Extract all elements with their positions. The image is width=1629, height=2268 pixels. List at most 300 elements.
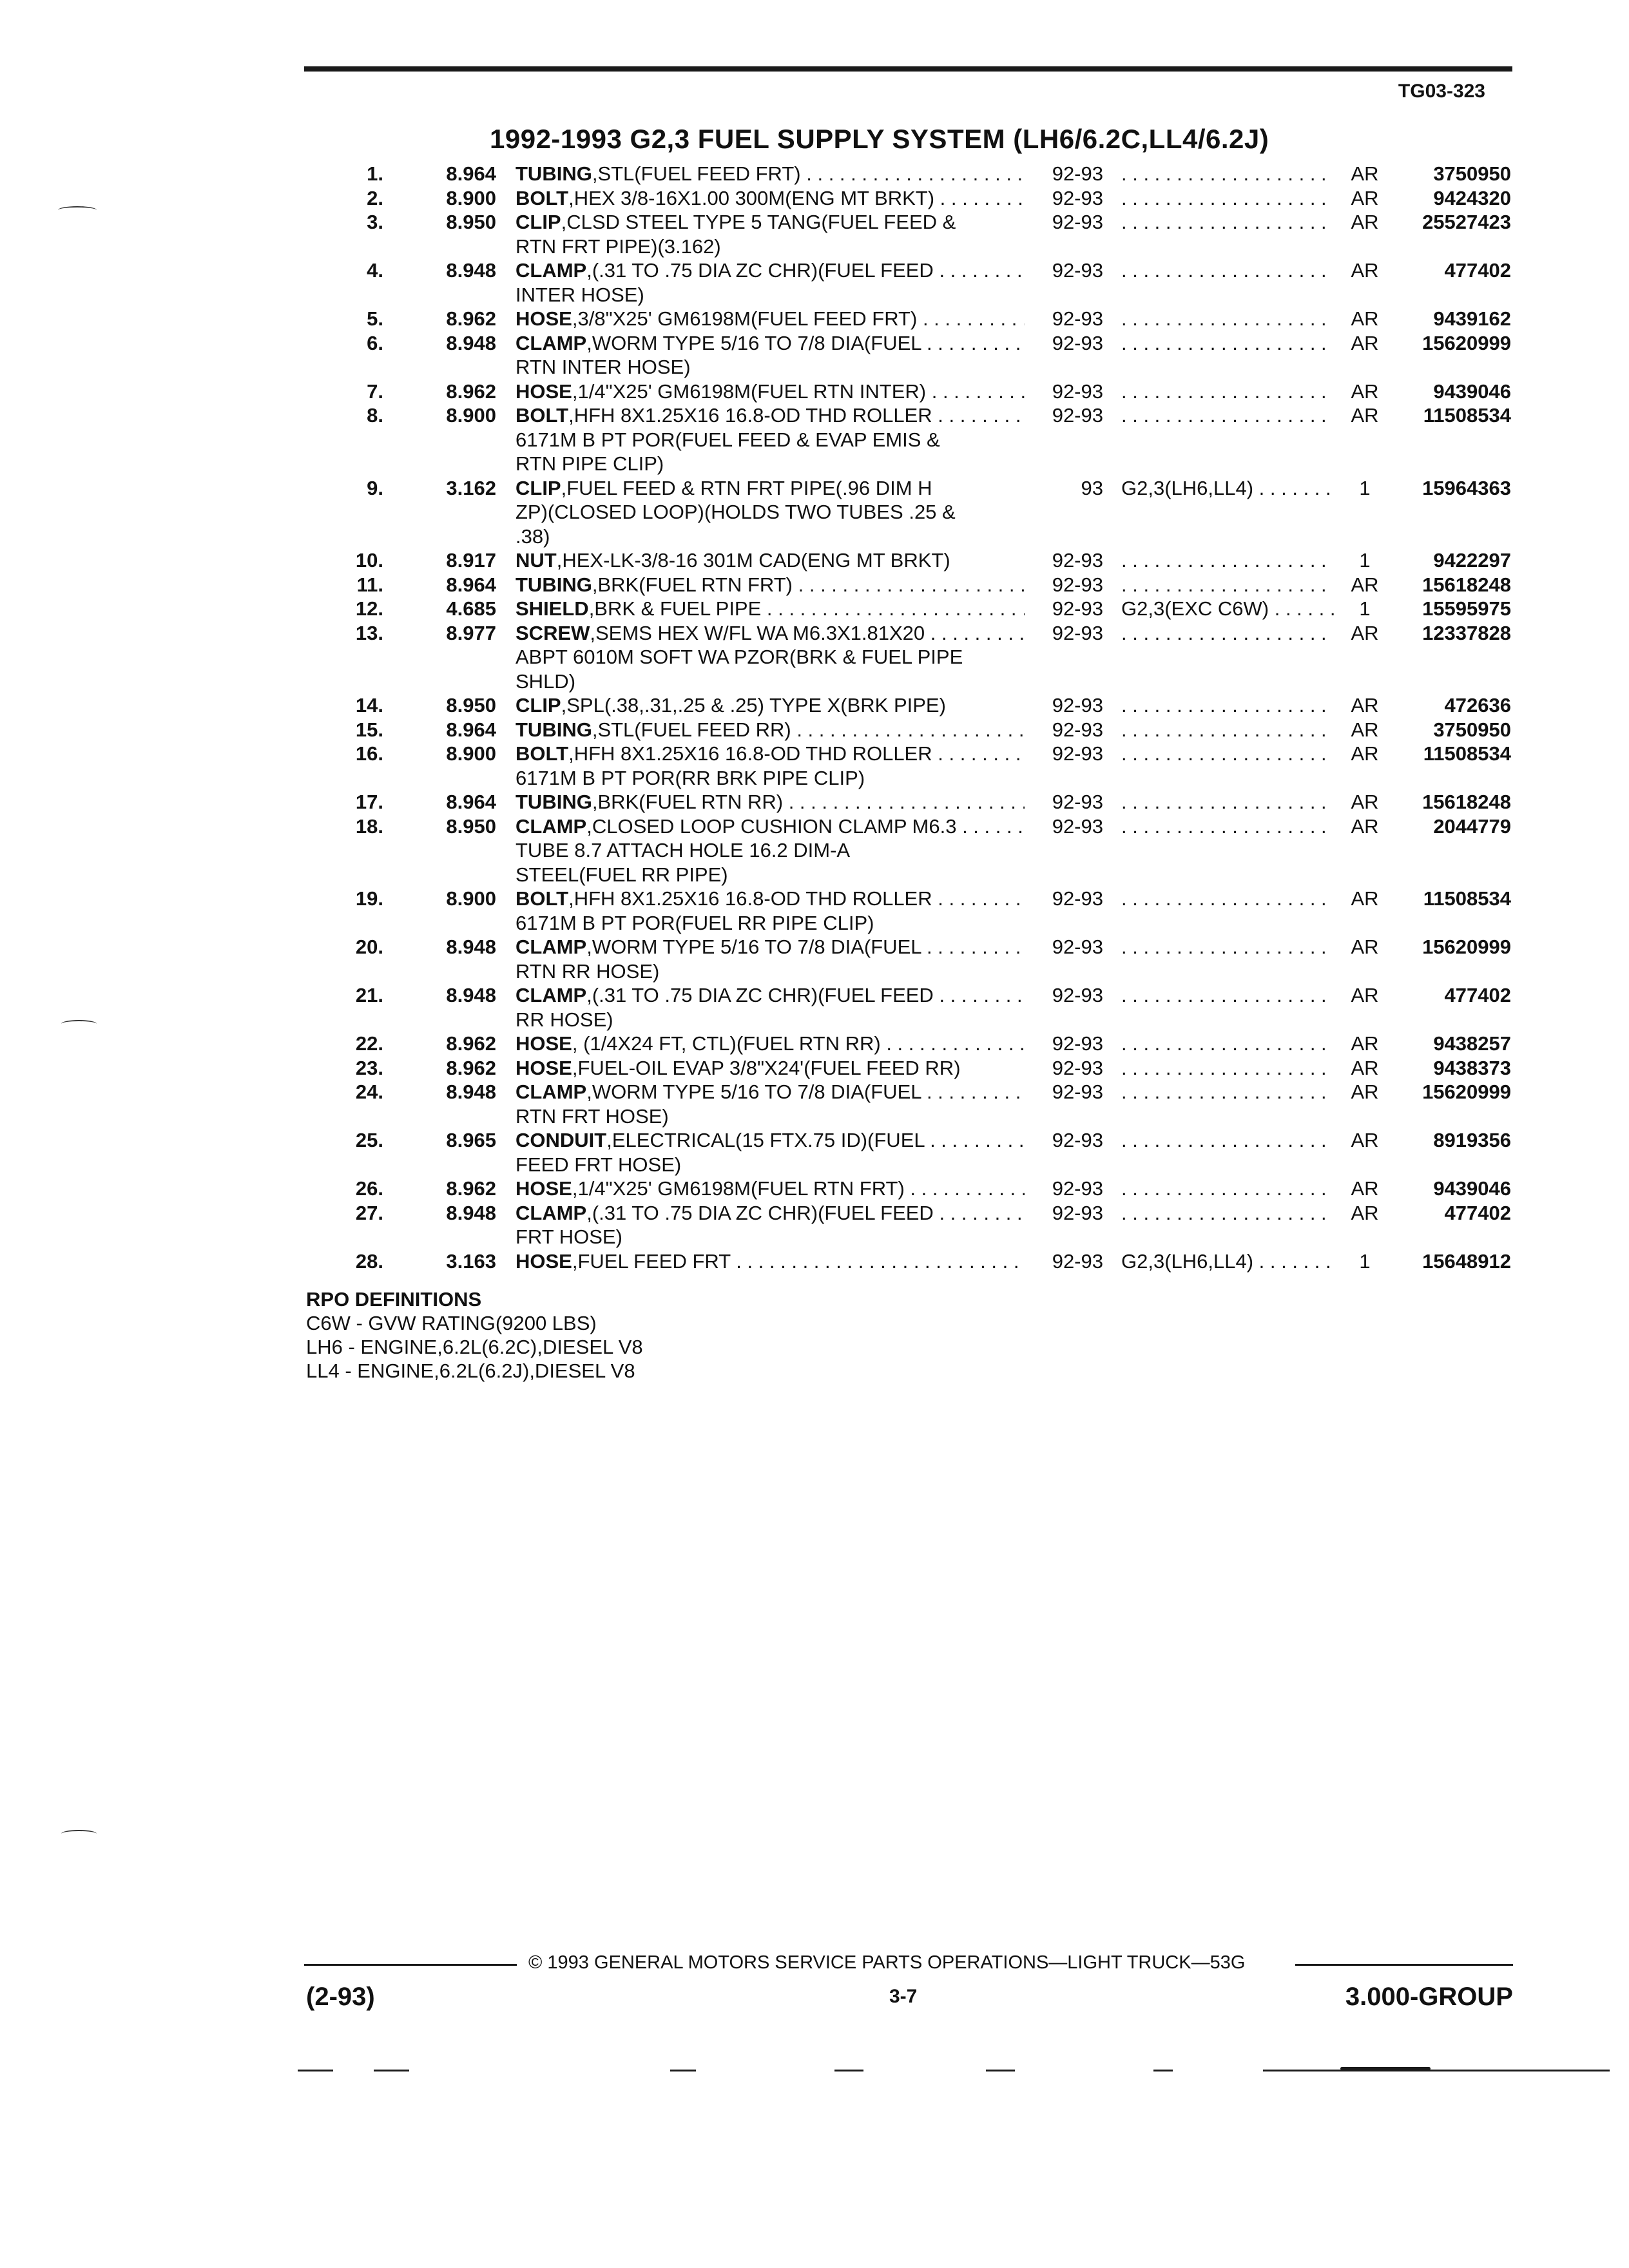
rpo-definitions [306,1287,643,1383]
model-years: 92-93 [1052,718,1103,741]
group-code: 8.917 [446,549,496,572]
part-description [516,331,1025,380]
part-detail: ,CLSD STEEL TYPE 5 TANG(FUEL FEED & [561,211,956,233]
part-number: 3750950 [1433,718,1511,741]
part-name: NUT [516,549,557,572]
part-name: CLIP [516,694,561,716]
page-title: 1992-1993 G2,3 FUEL SUPPLY SYSTEM (LH6/6.2C,LL4/6.2J) [490,124,1269,154]
application [1121,307,1334,331]
part-detail: ,BRK & FUEL PIPE [588,597,762,620]
scan-dash [1263,2070,1610,2071]
scan-dash [1153,2070,1173,2071]
part-number: 477402 [1444,259,1511,282]
application [1121,935,1334,959]
rpo-heading: RPO DEFINITIONS [306,1288,482,1311]
group-code: 8.964 [446,573,496,596]
application [1121,790,1334,814]
part-name: TUBING [516,718,592,741]
application [1121,258,1334,283]
model-years: 92-93 [1052,1032,1103,1055]
quantity: AR [1351,742,1379,765]
part-name: HOSE [516,380,572,403]
item-number: 6. [367,331,383,354]
part-name: TUBING [516,162,592,185]
group-code: 8.962 [446,1056,496,1079]
item-number: 3. [367,211,383,233]
part-number: 3750950 [1433,162,1511,185]
footer-rule-left [304,1964,517,1966]
part-detail: ,3/8"X25' GM6198M(FUEL FEED FRT) [572,307,918,330]
item-number: 16. [355,742,383,765]
model-years: 92-93 [1052,887,1103,910]
part-detail-continued: RTN FRT PIPE)(3.162) [516,235,721,258]
item-number: 22. [355,1032,383,1055]
group-code: 8.948 [446,984,496,1006]
part-row [0,210,1629,258]
rpo-line: LL4 - ENGINE,6.2L(6.2J),DIESEL V8 [306,1360,635,1382]
model-years: 92-93 [1052,380,1103,403]
part-row [0,1128,1629,1177]
part-detail-continued: 6171M B PT POR(FUEL FEED & EVAP EMIS & RTN PIPE CLIP) [516,428,940,475]
part-description [516,403,1025,476]
model-years: 92-93 [1052,573,1103,596]
part-number: 25527423 [1422,211,1511,233]
part-name: HOSE [516,307,572,330]
part-name: CLAMP [516,331,587,354]
part-row [0,935,1629,983]
part-row [0,258,1629,307]
quantity: AR [1351,984,1379,1006]
group-code: 8.977 [446,621,496,644]
part-name: TUBING [516,573,592,596]
part-detail: ,HFH 8X1.25X16 16.8-OD THD ROLLER [568,742,932,765]
part-detail: ,CLOSED LOOP CUSHION CLAMP M6.3 [586,814,957,838]
part-detail: ,(.31 TO .75 DIA ZC CHR)(FUEL FEED [586,1201,934,1224]
part-description [516,814,1025,887]
part-description [516,476,1025,549]
part-number: 15620999 [1422,936,1511,958]
item-number: 21. [355,984,383,1006]
application [1121,573,1334,597]
rpo-line: LH6 - ENGINE,6.2L(6.2C),DIESEL V8 [306,1336,643,1358]
part-row [0,1032,1629,1056]
part-detail: ,(.31 TO .75 DIA ZC CHR)(FUEL FEED [586,259,934,282]
part-row [0,887,1629,935]
part-detail: ,WORM TYPE 5/16 TO 7/8 DIA(FUEL [586,936,921,958]
quantity: AR [1351,1177,1379,1200]
part-row [0,621,1629,694]
part-detail-continued: ABPT 6010M SOFT WA PZOR(BRK & FUEL PIPE SHLD) [516,646,963,693]
part-detail-continued: RTN RR HOSE) [516,959,660,983]
model-years: 92-93 [1052,259,1103,282]
part-detail: ,HFH 8X1.25X16 16.8-OD THD ROLLER [568,404,932,427]
part-description [516,621,1025,694]
scan-dash [670,2070,696,2071]
item-number: 2. [367,186,383,209]
item-number: 5. [367,307,383,330]
part-row [0,1080,1629,1128]
part-number: 11508534 [1423,887,1511,910]
model-years: 92-93 [1052,984,1103,1006]
group-code: 8.948 [446,936,496,958]
part-name: CLAMP [516,1201,587,1224]
scan-dash [834,2070,863,2071]
quantity: AR [1351,1129,1379,1151]
application [1121,1177,1334,1201]
quantity: AR [1351,307,1379,330]
application [1121,718,1334,742]
application [1121,331,1334,356]
model-years: 92-93 [1052,742,1103,765]
part-description [516,186,1025,211]
part-description [516,210,1025,258]
part-name: HOSE [516,1056,572,1079]
application [1121,742,1334,766]
part-row [0,307,1629,331]
part-detail-continued: RTN FRT HOSE) [516,1104,669,1128]
part-row [0,790,1629,814]
part-name: CLAMP [516,936,587,958]
part-description [516,258,1025,307]
part-detail: ,1/4"X25' GM6198M(FUEL RTN FRT) [572,1177,905,1200]
part-detail: ,HEX-LK-3/8-16 301M CAD(ENG MT BRKT) [556,549,950,572]
part-description [516,1249,1025,1274]
model-years: 92-93 [1052,404,1103,427]
group-code: 8.962 [446,1032,496,1055]
part-number: 8919356 [1433,1129,1511,1151]
part-row [0,403,1629,476]
part-detail-continued: 6171M B PT POR(FUEL RR PIPE CLIP) [516,911,874,934]
part-name: SCREW [516,621,590,644]
part-description [516,1080,1025,1128]
part-description [516,718,1025,742]
part-number: 15620999 [1422,1081,1511,1103]
group-code: 8.948 [446,1201,496,1224]
group-code: 8.900 [446,887,496,910]
group-code: 8.964 [446,791,496,813]
application [1121,162,1334,186]
quantity: AR [1351,791,1379,813]
quantity: AR [1351,887,1379,910]
group-code: 3.162 [446,476,496,499]
group-code: 8.948 [446,331,496,354]
item-number: 15. [355,718,383,741]
part-row [0,1201,1629,1249]
part-detail: ,SPL(.38,.31,.25 & .25) TYPE X(BRK PIPE) [561,694,946,716]
part-detail: ,1/4"X25' GM6198M(FUEL RTN INTER) [572,380,927,403]
part-name: SHIELD [516,597,589,620]
model-years: 92-93 [1052,1056,1103,1079]
model-years: 92-93 [1052,186,1103,209]
group-code: 8.900 [446,742,496,765]
part-detail: ,FUEL FEED & RTN FRT PIPE(.96 DIM H [561,476,932,499]
quantity: 1 [1359,476,1371,499]
part-description [516,573,1025,597]
model-years: 92-93 [1052,162,1103,185]
part-row [0,1177,1629,1201]
model-years: 92-93 [1052,936,1103,958]
item-number: 8. [367,404,383,427]
item-number: 10. [355,549,383,572]
quantity: AR [1351,1032,1379,1055]
application [1121,1080,1334,1104]
part-number: 9438257 [1433,1032,1511,1055]
part-row [0,742,1629,790]
part-description [516,1032,1025,1056]
item-number: 23. [355,1056,383,1079]
quantity: AR [1351,573,1379,596]
part-description [516,1128,1025,1177]
part-description [516,983,1025,1032]
quantity: 1 [1359,1249,1371,1273]
parts-list [0,162,1629,1273]
part-number: 15964363 [1422,476,1511,499]
group-code: 8.950 [446,694,496,716]
part-detail-continued: FEED FRT HOSE) [516,1153,682,1176]
part-number: 11508534 [1423,404,1511,427]
part-description [516,790,1025,814]
part-row [0,597,1629,621]
quantity: AR [1351,259,1379,282]
application [1121,1056,1334,1081]
part-number: 9438373 [1433,1056,1511,1079]
item-number: 26. [355,1177,383,1200]
scan-dash [374,2070,409,2071]
item-number: 19. [355,887,383,910]
part-name: CONDUIT [516,1129,607,1151]
part-number: 15595975 [1422,597,1511,620]
part-detail-continued: RR HOSE) [516,1008,613,1031]
model-years: 92-93 [1052,814,1103,838]
footer-group: 3.000-GROUP [1345,1983,1513,2011]
part-row [0,331,1629,380]
group-code: 8.964 [446,162,496,185]
item-number: 25. [355,1129,383,1151]
part-name: CLAMP [516,259,587,282]
group-code: 8.962 [446,307,496,330]
quantity: AR [1351,404,1379,427]
application: G2,3(EXC C6W) . . . [1121,597,1334,621]
scan-dash [1340,2067,1431,2070]
item-number: 28. [355,1249,383,1273]
application [1121,403,1334,428]
part-description [516,162,1025,186]
part-row [0,476,1629,549]
item-number: 4. [367,259,383,282]
group-code: 8.964 [446,718,496,741]
application [1121,887,1334,911]
part-description [516,380,1025,404]
part-number: 477402 [1444,984,1511,1006]
part-detail: ,(.31 TO .75 DIA ZC CHR)(FUEL FEED [586,984,934,1006]
quantity: AR [1351,1201,1379,1224]
quantity: AR [1351,621,1379,644]
part-detail: ,STL(FUEL FEED RR) [592,718,791,741]
part-detail-continued: TUBE 8.7 ATTACH HOLE 16.2 DIM-A STEEL(FUEL RR PIPE) [516,839,851,886]
quantity: AR [1351,162,1379,185]
group-code: 8.900 [446,404,496,427]
group-code: 8.962 [446,380,496,403]
scan-dash [298,2070,333,2071]
part-number: 15618248 [1422,573,1511,596]
part-row [0,1056,1629,1081]
part-detail: ,HEX 3/8-16X1.00 300M(ENG MT BRKT) [568,186,935,209]
rpo-line: C6W - GVW RATING(9200 LBS) [306,1312,597,1334]
group-code: 4.685 [446,597,496,620]
part-row [0,718,1629,742]
part-name: HOSE [516,1032,572,1055]
part-row [0,186,1629,211]
footer-page-number: 3-7 [889,1986,918,2007]
application [1121,621,1334,646]
part-name: HOSE [516,1249,572,1273]
part-detail-continued: INTER HOSE) [516,283,644,306]
part-row [0,573,1629,597]
item-number: 24. [355,1081,383,1103]
part-detail: ,BRK(FUEL RTN FRT) [592,573,793,596]
item-number: 17. [355,791,383,813]
part-name: BOLT [516,887,569,910]
part-description [516,1056,1025,1081]
part-row [0,814,1629,887]
part-number: 11508534 [1423,742,1511,765]
part-detail: ,WORM TYPE 5/16 TO 7/8 DIA(FUEL [586,1081,921,1103]
item-number: 27. [355,1201,383,1224]
margin-mark [61,1020,97,1028]
part-description [516,1201,1025,1249]
part-number: 9424320 [1433,186,1511,209]
part-name: CLIP [516,211,561,233]
quantity: AR [1351,1081,1379,1103]
part-detail: ,HFH 8X1.25X16 16.8-OD THD ROLLER [568,887,932,910]
application [1121,693,1334,718]
part-detail: ,FUEL-OIL EVAP 3/8"X24'(FUEL FEED RR) [572,1056,961,1079]
model-years: 93 [1081,476,1103,499]
part-number: 15618248 [1422,791,1511,813]
group-code: 8.948 [446,259,496,282]
part-description [516,548,1025,573]
group-code: 8.900 [446,186,496,209]
part-row [0,983,1629,1032]
application: G2,3(LH6,LL4) . . . [1121,476,1334,501]
part-name: HOSE [516,1177,572,1200]
quantity: AR [1351,814,1379,838]
part-number: 15648912 [1422,1249,1511,1273]
header-rule [304,66,1512,72]
model-years: 92-93 [1052,597,1103,620]
group-code: 8.965 [446,1129,496,1151]
part-number: 9422297 [1433,549,1511,572]
item-number: 18. [355,814,383,838]
part-detail: ,BRK(FUEL RTN RR) [592,791,784,813]
quantity: AR [1351,1056,1379,1079]
part-name: CLAMP [516,1081,587,1103]
part-description [516,887,1025,935]
part-detail-continued: FRT HOSE) [516,1225,622,1248]
application: G2,3(LH6,LL4) . . . [1121,1249,1334,1274]
footer-date: (2-93) [306,1983,375,2011]
margin-mark [61,1830,97,1838]
part-row [0,1249,1629,1274]
application [1121,1032,1334,1056]
part-number: 9439162 [1433,307,1511,330]
margin-mark [58,206,97,214]
page-id: TG03-323 [1398,81,1485,102]
part-number: 2044779 [1433,814,1511,838]
part-description [516,307,1025,331]
quantity: AR [1351,331,1379,354]
part-name: CLAMP [516,984,587,1006]
quantity: AR [1351,211,1379,233]
item-number: 12. [355,597,383,620]
group-code: 3.163 [446,1249,496,1273]
group-code: 8.950 [446,814,496,838]
scan-dash [986,2070,1015,2071]
application [1121,186,1334,211]
quantity: 1 [1359,549,1371,572]
part-number: 15620999 [1422,331,1511,354]
application [1121,210,1334,235]
group-code: 8.950 [446,211,496,233]
item-number: 14. [355,694,383,716]
model-years: 92-93 [1052,1177,1103,1200]
model-years: 92-93 [1052,1201,1103,1224]
part-detail: ,FUEL FEED FRT [572,1249,731,1273]
model-years: 92-93 [1052,331,1103,354]
part-description [516,693,1025,718]
group-code: 8.948 [446,1081,496,1103]
part-detail: ,ELECTRICAL(15 FTX.75 ID)(FUEL [606,1129,925,1151]
part-description [516,597,1025,621]
application [1121,1128,1334,1153]
part-name: BOLT [516,186,569,209]
part-detail: , (1/4X24 FT, CTL)(FUEL RTN RR) [572,1032,881,1055]
quantity: AR [1351,694,1379,716]
model-years: 92-93 [1052,307,1103,330]
part-number: 12337828 [1422,621,1511,644]
part-row [0,693,1629,718]
quantity: AR [1351,936,1379,958]
quantity: 1 [1359,597,1371,620]
quantity: AR [1351,718,1379,741]
item-number: 1. [367,162,383,185]
part-name: BOLT [516,742,569,765]
item-number: 9. [367,476,383,499]
footer-rule-right [1295,1964,1513,1966]
item-number: 11. [356,573,383,596]
part-detail: ,SEMS HEX W/FL WA M6.3X1.81X20 [590,621,925,644]
part-number: 472636 [1444,694,1511,716]
part-detail: ,WORM TYPE 5/16 TO 7/8 DIA(FUEL [586,331,921,354]
part-number: 9439046 [1433,380,1511,403]
part-description [516,935,1025,983]
part-name: TUBING [516,791,592,813]
model-years: 92-93 [1052,621,1103,644]
application [1121,983,1334,1008]
application [1121,380,1334,404]
part-number: 477402 [1444,1201,1511,1224]
item-number: 13. [355,621,383,644]
part-name: CLIP [516,476,561,499]
part-detail-continued: RTN INTER HOSE) [516,356,691,378]
application [1121,548,1334,573]
part-detail-continued: ZP)(CLOSED LOOP)(HOLDS TWO TUBES .25 & .38) [516,501,956,548]
part-detail: ,STL(FUEL FEED FRT) [592,162,801,185]
model-years: 92-93 [1052,694,1103,716]
part-description [516,1177,1025,1201]
application [1121,1201,1334,1225]
item-number: 7. [367,380,383,403]
